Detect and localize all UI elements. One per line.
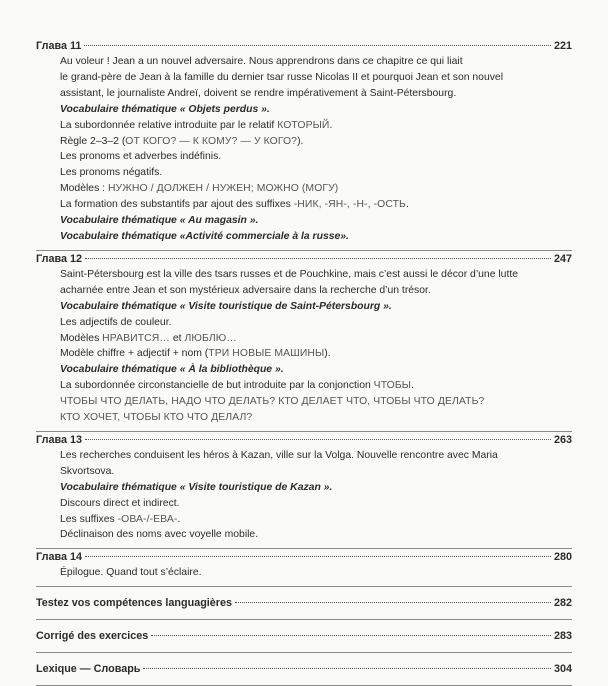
- toc-appendix-entry: [36, 620, 572, 653]
- dot-leader: [85, 439, 551, 440]
- text-segment: Les pronoms et adverbes indéfinis.: [60, 151, 222, 163]
- text-segment: Les recherches conduisent les héros à Kazan, ville sur la Volga. Nouvelle rencontre avec Maria: [60, 449, 498, 461]
- russian-text: -НИК, -ЯН-, -Н-, -ОСТЬ: [293, 199, 406, 211]
- chapter-description: [36, 448, 572, 543]
- dot-leader: [85, 556, 551, 557]
- text-segment: Les adjectifs de couleur.: [60, 316, 172, 328]
- russian-text: ЛЮБЛЮ…: [184, 332, 237, 344]
- toc-chapter-entry: [36, 251, 572, 432]
- toc-chapter-entry: [36, 432, 572, 549]
- description-line: [60, 165, 572, 181]
- description-line: [60, 213, 572, 229]
- description-line: [60, 283, 572, 299]
- chapter-title: Глава 14: [36, 551, 82, 564]
- vocabulary-topic: Vocabulaire thématique « Visite touristique de Kazan ».: [60, 481, 333, 493]
- description-line: [60, 527, 572, 543]
- russian-text: КОТОРЫЙ: [277, 119, 330, 131]
- description-line: [60, 70, 572, 86]
- text-segment: Modèle chiffre + adjectif + nom (: [60, 348, 209, 360]
- text-segment: le grand-père de Jean à la famille du dernier tsar russe Nicolas II et pourquoi Jean et son nouvel: [60, 71, 504, 83]
- appendix-title: Lexique — Словарь: [36, 663, 141, 676]
- chapter-heading[interactable]: [36, 251, 572, 267]
- chapter-heading[interactable]: [36, 38, 572, 54]
- russian-text: ОТ КОГО? — К КОМУ? — У КОГО?: [125, 135, 298, 147]
- description-line: [60, 410, 572, 426]
- dot-leader: [151, 635, 551, 636]
- chapter-page-number: 221: [553, 40, 572, 52]
- dot-leader: [85, 258, 551, 259]
- russian-text: ЧТОБЫ: [373, 380, 412, 392]
- text-segment: Skvortsova.: [60, 465, 115, 477]
- russian-text: ТРИ НОВЫЕ МАШИНЫ: [208, 348, 325, 360]
- description-line: [60, 118, 572, 134]
- text-segment: La subordonnée relative introduite par le relatif: [60, 119, 278, 131]
- text-segment: Épilogue. Quand tout s’éclaire.: [60, 567, 202, 579]
- text-segment: Au voleur ! Jean a un nouvel adversaire. Nous apprendrons dans ce chapitre ce qui liait: [60, 56, 463, 67]
- appendix-title: Corrigé des exercices: [36, 630, 149, 643]
- russian-text: НРАВИТСЯ…: [102, 332, 173, 344]
- text-segment: Modèles :: [60, 183, 108, 195]
- text-segment: et: [172, 332, 185, 344]
- text-segment: ).: [297, 135, 304, 147]
- toc-chapter-entry: [36, 549, 572, 587]
- appendix-page-number: 304: [553, 663, 572, 676]
- russian-text: -ОВА-/-ЕВА-: [117, 513, 178, 525]
- text-segment: acharnée entre Jean et son mystérieux adversaire dans la recherche d’un trésor.: [60, 284, 431, 296]
- text-segment: Les suffixes: [60, 513, 118, 525]
- text-segment: La formation des substantifs par ajout des suffixes: [60, 199, 294, 211]
- description-line: [60, 181, 572, 197]
- description-line: [60, 229, 572, 245]
- description-line: [60, 149, 572, 165]
- description-line: [60, 565, 572, 581]
- description-line: [60, 315, 572, 331]
- appendix-heading[interactable]: [36, 628, 572, 644]
- description-line: [60, 299, 572, 315]
- chapter-description: [36, 267, 572, 426]
- toc-appendix-entry: [36, 587, 572, 620]
- text-segment: Discours direct et indirect.: [60, 497, 180, 509]
- chapter-description: [36, 54, 572, 245]
- dot-leader: [235, 602, 551, 603]
- text-segment: Les pronoms négatifs.: [60, 167, 163, 179]
- chapter-title: Глава 11: [36, 40, 82, 52]
- text-segment: Modèles: [60, 332, 103, 344]
- description-line: [60, 394, 572, 410]
- vocabulary-topic: Vocabulaire thématique « Visite touristique de Saint-Pétersbourg ».: [60, 300, 392, 312]
- toc-chapter-entry: [36, 38, 572, 251]
- description-line: [60, 197, 572, 213]
- chapter-heading[interactable]: [36, 432, 572, 448]
- chapter-description: [36, 565, 572, 581]
- russian-text: ЧТОБЫ ЧТО ДЕЛАТЬ, НАДО ЧТО ДЕЛАТЬ? КТО ДЕЛАЕТ ЧТО, ЧТОБЫ ЧТО ДЕЛАТЬ?: [60, 396, 485, 408]
- description-line: [60, 331, 572, 347]
- dot-leader: [143, 668, 551, 669]
- text-segment: .: [329, 119, 333, 131]
- table-of-contents: [36, 38, 572, 686]
- text-segment: .: [411, 380, 414, 392]
- description-line: [60, 54, 572, 70]
- description-line: [60, 464, 572, 480]
- text-segment: Saint-Pétersbourg est la ville des tsars russes et de Pouchkine, mais c’est aussi le décor d’une lutte: [60, 268, 518, 280]
- dot-leader: [84, 45, 551, 46]
- text-segment: La subordonnée circonstancielle de but introduite par la conjonction: [60, 380, 374, 392]
- russian-text: НУЖНО / ДОЛЖЕН / НУЖЕН; МОЖНО (МОГУ): [107, 183, 339, 195]
- text-segment: Règle 2–3–2 (: [60, 135, 126, 147]
- text-segment: Déclinaison des noms avec voyelle mobile.: [60, 529, 259, 541]
- chapter-heading[interactable]: [36, 549, 572, 565]
- description-line: [60, 512, 572, 528]
- description-line: [60, 86, 572, 102]
- chapter-page-number: 247: [553, 252, 572, 265]
- vocabulary-topic: Vocabulaire thématique «Activité commerciale à la russe».: [60, 230, 349, 242]
- chapter-page-number: 280: [553, 551, 572, 564]
- text-segment: assistant, le journaliste Andreï, doivent se rendre impérativement à Saint-Pétersbourg.: [60, 87, 457, 99]
- description-line: [60, 102, 572, 118]
- appendix-page-number: 283: [553, 630, 572, 643]
- description-line: [60, 346, 572, 362]
- chapter-title: Глава 12: [36, 252, 82, 265]
- appendix-heading[interactable]: [36, 595, 572, 611]
- text-segment: .: [405, 199, 409, 211]
- appendix-heading[interactable]: [36, 661, 572, 677]
- text-segment: .: [177, 513, 181, 525]
- text-segment: ).: [324, 348, 331, 360]
- appendix-title: Testez vos compétences languagières: [36, 597, 233, 610]
- description-line: [60, 496, 572, 512]
- description-line: [60, 362, 572, 378]
- appendix-page-number: 282: [553, 597, 572, 610]
- description-line: [60, 448, 572, 464]
- vocabulary-topic: Vocabulaire thématique « Objets perdus ».: [60, 103, 270, 115]
- vocabulary-topic: Vocabulaire thématique « Au magasin ».: [60, 215, 259, 227]
- description-line: [60, 378, 572, 394]
- chapter-title: Глава 13: [36, 433, 82, 446]
- russian-text: КТО ХОЧЕТ, ЧТОБЫ КТО ЧТО ДЕЛАЛ?: [60, 412, 253, 424]
- chapter-page-number: 263: [553, 433, 572, 446]
- description-line: [60, 267, 572, 283]
- vocabulary-topic: Vocabulaire thématique « À la bibliothèque ».: [60, 364, 284, 376]
- description-line: [60, 480, 572, 496]
- description-line: [60, 134, 572, 150]
